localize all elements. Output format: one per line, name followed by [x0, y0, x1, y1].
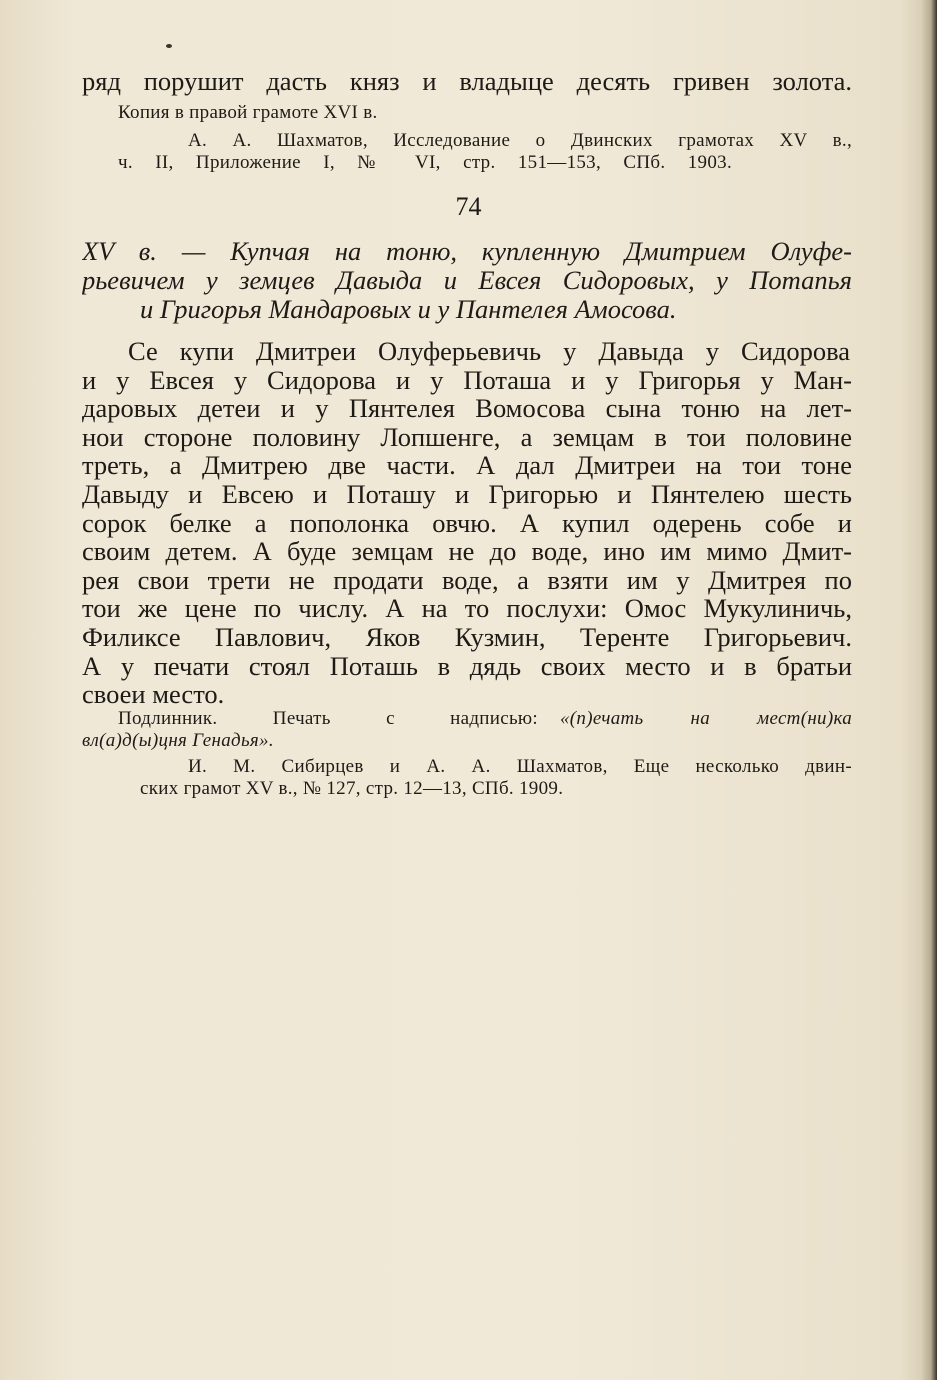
- seal-inscription: «(п)ечать на мест(ни)ка: [560, 708, 852, 729]
- document-heading-line: и Григорья Мандаровых и у Пантелея Амосова.: [140, 294, 677, 324]
- seal-inscription: вл(а)д(ы)цня Генадья».: [82, 730, 274, 751]
- body-text-line: рея свои трети не продати воде, а взяти им у Дмитрея по: [82, 564, 852, 595]
- reference-line: ских грамот XV в., № 127, стр. 12—13, СПб. 1909.: [140, 778, 564, 799]
- previous-text-line: ряд порушит дасть княз и владыце десять гривен золота.: [82, 66, 852, 96]
- copy-note: Копия в правой грамоте XVI в.: [118, 102, 378, 123]
- body-text-line: своеи место.: [82, 679, 225, 710]
- body-text-line: А у печати стоял Поташь в дядь своих место и в братьи: [82, 650, 852, 681]
- ink-speck: [166, 44, 172, 48]
- document-heading-line: XV в. — Купчая на тоню, купленную Дмитрием Олуфе-: [82, 236, 852, 266]
- reference-line: И. М. Сибирцев и А. А. Шахматов, Еще несколько двин-: [188, 756, 852, 777]
- body-text-line: даровых детеи и у Пянтелея Вомосова сына тоню на лет-: [82, 393, 852, 424]
- original-note: Подлинник. Печать с надписью:: [118, 708, 538, 729]
- body-text-line: сорок белке а пополонка овчю. А купил одерень собе и: [82, 507, 852, 538]
- body-text-line: нои стороне половину Лопшенге, а земцам в тои половине: [82, 421, 852, 452]
- body-text-line: треть, а Дмитрею две части. А дал Дмитреи на тои тоне: [82, 450, 852, 481]
- document-number: 74: [455, 192, 482, 221]
- body-text-line: своим детем. А буде земцам не до воде, ино им мимо Дмит-: [82, 536, 852, 567]
- reference-line: ч. II, Приложение I, № VI, стр. 151—153, СПб. 1903.: [118, 152, 732, 173]
- document-heading-line: рьевичем у земцев Давыда и Евсея Сидоровых, у Потапья: [82, 265, 852, 295]
- body-text-line: и у Евсея у Сидорова и у Поташа и у Григорья у Ман-: [82, 364, 852, 395]
- body-text-line: Се купи Дмитреи Олуферьевичь у Давыда у Сидорова: [128, 336, 850, 366]
- body-text-line: Филиксе Павлович, Яков Кузмин, Теренте Григорьевич.: [82, 622, 852, 652]
- body-text-line: тои же цене по числу. А на то послухи: Омос Мукулиничь,: [82, 593, 852, 624]
- reference-line: А. А. Шахматов, Исследование о Двинских грамотах XV в.,: [188, 130, 852, 151]
- body-text-line: Давыду и Евсею и Поташу и Григорью и Пянтелею шесть: [82, 479, 852, 509]
